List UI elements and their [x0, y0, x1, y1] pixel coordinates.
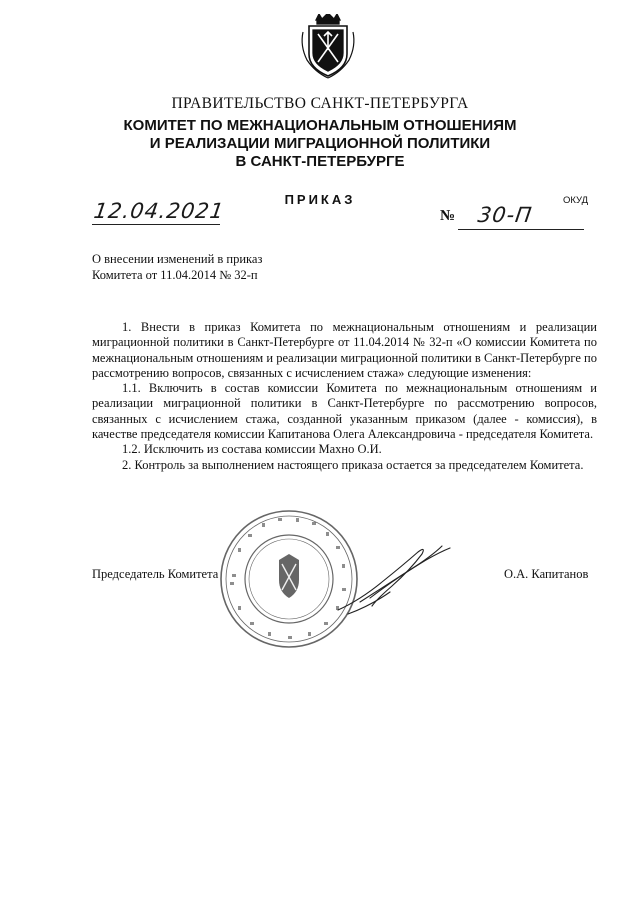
- committee-line-1: КОМИТЕТ ПО МЕЖНАЦИОНАЛЬНЫМ ОТНОШЕНИЯМ: [123, 117, 517, 134]
- okud-label: ОКУД: [563, 195, 589, 206]
- number-sign: №: [440, 208, 456, 224]
- order-number: 30-П: [476, 203, 534, 227]
- committee-line-2: И РЕАЛИЗАЦИИ МИГРАЦИОННОЙ ПОЛИТИКИ: [149, 135, 491, 152]
- paragraph-1-1: 1.1. Включить в состав комиссии Комитета по межнациональным отношениям и реализации миграционной политики в Санкт-Петербурге по рассмотрению вопросов, связанных с исчислением стажа, созданной указанным приказом (далее - комиссия), в качестве председателя комиссии Капитанова Олега Александровича - председателя Комитета.: [92, 381, 597, 442]
- government-title: ПРАВИТЕЛЬСТВО САНКТ-ПЕТЕРБУРГА: [171, 95, 469, 112]
- order-body: [92, 320, 597, 473]
- document-type-title: ПРИКАЗ: [284, 192, 356, 207]
- coat-of-arms-icon: [299, 14, 357, 80]
- committee-line-3: В САНКТ-ПЕТЕРБУРГЕ: [235, 153, 405, 170]
- subject-line-2: Комитета от 11.04.2014 № 32-п: [92, 268, 258, 282]
- subject-line-1: О внесении изменений в приказ: [92, 252, 263, 266]
- handwritten-signature: [330, 540, 460, 620]
- date-underline: [92, 224, 220, 225]
- order-date: 12.04.2021: [92, 199, 226, 223]
- order-subject: [92, 251, 262, 283]
- paragraph-1: 1. Внести в приказ Комитета по межнациональным отношениям и реализации миграционной политики в Санкт-Петербурге от 11.04.2014 № 32-п «О комиссии Комитета по межнациональным отношениям и реализации миграционной политики в Санкт-Петербурге по рассмотрению вопросов, связанных с исчислением стажа» следующие изменения:: [92, 320, 597, 380]
- signatory-position: Председатель Комитета: [92, 567, 219, 581]
- number-underline: [458, 229, 584, 230]
- committee-name: [0, 117, 640, 171]
- signatory-name: О.А. Капитанов: [504, 567, 589, 581]
- paragraph-1-2: 1.2. Исключить из состава комиссии Махно О.И.: [122, 442, 382, 457]
- paragraph-2: 2. Контроль за выполнением настоящего приказа остается за председателем Комитета.: [122, 457, 584, 472]
